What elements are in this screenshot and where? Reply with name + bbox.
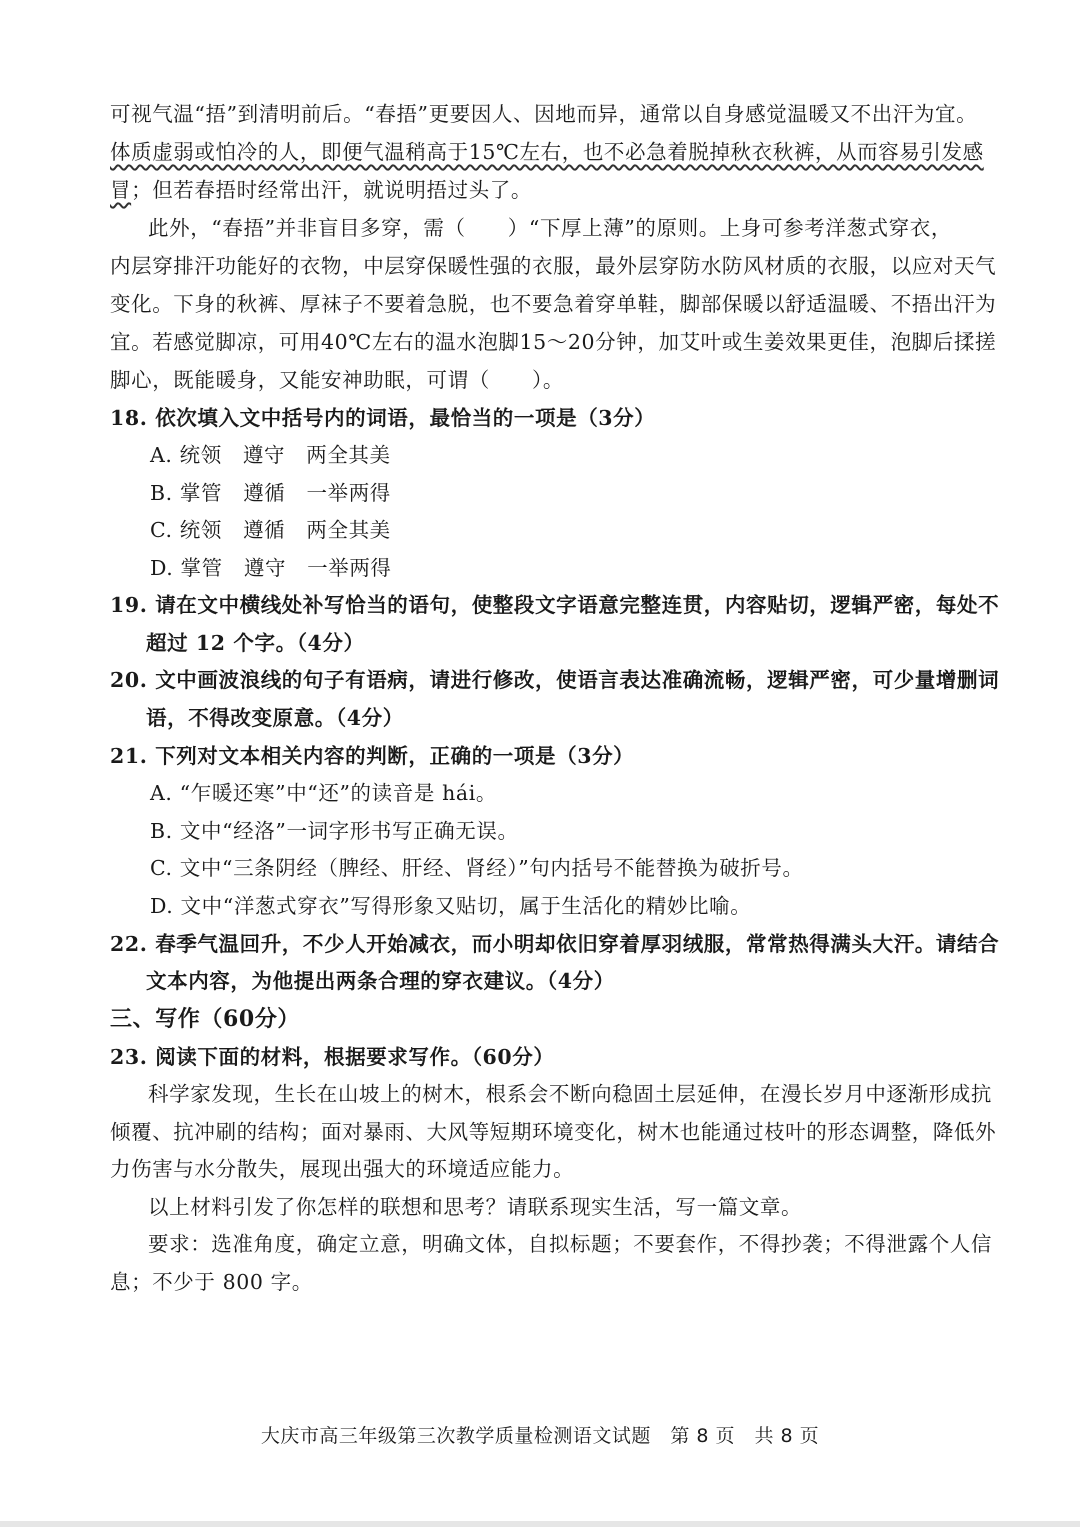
question-20-line-2: 语，不得改变原意。（4分） bbox=[146, 706, 404, 730]
question-21-option-a: A. “乍暖还寒”中“还”的读音是 hái。 bbox=[150, 781, 497, 805]
question-21-option-b: B. 文中“经洛”一词字形书写正确无误。 bbox=[150, 819, 519, 843]
question-23-material-line-1: 科学家发现，生长在山坡上的树木，根系会不断向稳固土层延伸，在漫长岁月中逐渐形成抗 bbox=[148, 1082, 992, 1106]
question-23-requirements-line-1: 要求：选准角度，确定立意，明确文体，自拟标题；不要套作，不得抄袭；不得泄露个人信 bbox=[148, 1232, 992, 1256]
question-23-requirements-line-2: 息；不少于 800 字。 bbox=[110, 1270, 313, 1294]
section-3-title: 三、写作（60分） bbox=[110, 1006, 301, 1032]
question-18-option-d: D. 掌管 遵守 一举两得 bbox=[150, 556, 392, 580]
question-21-option-c: C. 文中“三条阴经（脾经、肝经、肾经）”句内括号不能替换为破折号。 bbox=[150, 856, 804, 880]
question-21-option-d: D. 文中“洋葱式穿衣”写得形象又贴切，属于生活化的精妙比喻。 bbox=[150, 894, 752, 918]
question-23-prompt: 以上材料引发了你怎样的联想和思考？请联系现实生活，写一篇文章。 bbox=[148, 1195, 803, 1219]
question-22-line-2: 文本内容，为他提出两条合理的穿衣建议。（4分） bbox=[146, 969, 615, 993]
question-18-option-a: A. 统领 遵守 两全其美 bbox=[150, 443, 391, 467]
question-23-material-line-2: 倾覆、抗冲刷的结构；面对暴雨、大风等短期环境变化，树木也能通过枝叶的形态调整，降低外 bbox=[110, 1120, 997, 1144]
passage-line-4: 此外，“春捂”并非盲目多穿，需（ ）“下厚上薄”的原则。上身可参考洋葱式穿衣， bbox=[148, 216, 952, 240]
passage-line-7: 宜。若感觉脚凉，可用40℃左右的温水泡脚15～20分钟，加艾叶或生姜效果更佳，泡脚后揉搓 bbox=[110, 330, 997, 354]
question-23-stem: 23. 阅读下面的材料，根据要求写作。（60分） bbox=[110, 1045, 555, 1069]
question-19-line-1: 19. 请在文中横线处补写恰当的语句，使整段文字语意完整连贯，内容贴切，逻辑严密，每处不 bbox=[110, 593, 1000, 617]
passage-line-8: 脚心，既能暖身，又能安神助眠，可谓（ ）。 bbox=[110, 368, 564, 392]
question-23-material-line-3: 力伤害与水分散失，展现出强大的环境适应能力。 bbox=[110, 1157, 575, 1181]
question-21-stem: 21. 下列对文本相关内容的判断，正确的一项是（3分） bbox=[110, 744, 635, 768]
passage-line-6: 变化。下身的秋裤、厚袜子不要着急脱，也不要急着穿单鞋，脚部保暖以舒适温暖、不捂出汗为 bbox=[110, 292, 997, 316]
question-22-line-1: 22. 春季气温回升，不少人开始减衣，而小明却依旧穿着厚羽绒服，常常热得满头大汗。请结合 bbox=[110, 932, 1000, 956]
question-19-line-2: 超过 12 个字。（4分） bbox=[146, 631, 365, 655]
passage-line-1: 可视气温“捂”到清明前后。“春捂”更要因人、因地而异，通常以自身感觉温暖又不出汗为宜。 bbox=[110, 102, 978, 126]
passage-line-3-rest: ；但若春捂时经常出汗，就说明捂过头了。 bbox=[131, 178, 533, 202]
passage-line-3 bbox=[110, 173, 955, 207]
question-18-option-c: C. 统领 遵循 两全其美 bbox=[150, 518, 391, 542]
passage-line-5: 内层穿排汗功能好的衣物，中层穿保暖性强的衣服，最外层穿防水防风材质的衣服，以应对天气 bbox=[110, 254, 997, 278]
passage-line-2-wavy: 体质虚弱或怕冷的人，即便气温稍高于15℃左右，也不必急着脱掉秋衣秋裤，从而容易引发感 bbox=[110, 140, 984, 164]
page-footer: 大庆市高三年级第三次教学质量检测语文试题 第 8 页 共 8 页 bbox=[260, 1425, 820, 1447]
question-18-stem: 18. 依次填入文中括号内的词语，最恰当的一项是（3分） bbox=[110, 406, 656, 430]
wavy-underlined-text: 冒 bbox=[110, 178, 132, 202]
question-18-option-b: B. 掌管 遵循 一举两得 bbox=[150, 481, 391, 505]
scan-edge-shadow bbox=[0, 1521, 1080, 1527]
question-20-line-1: 20. 文中画波浪线的句子有语病，请进行修改，使语言表达准确流畅，逻辑严密，可少量增删词 bbox=[110, 668, 1000, 692]
